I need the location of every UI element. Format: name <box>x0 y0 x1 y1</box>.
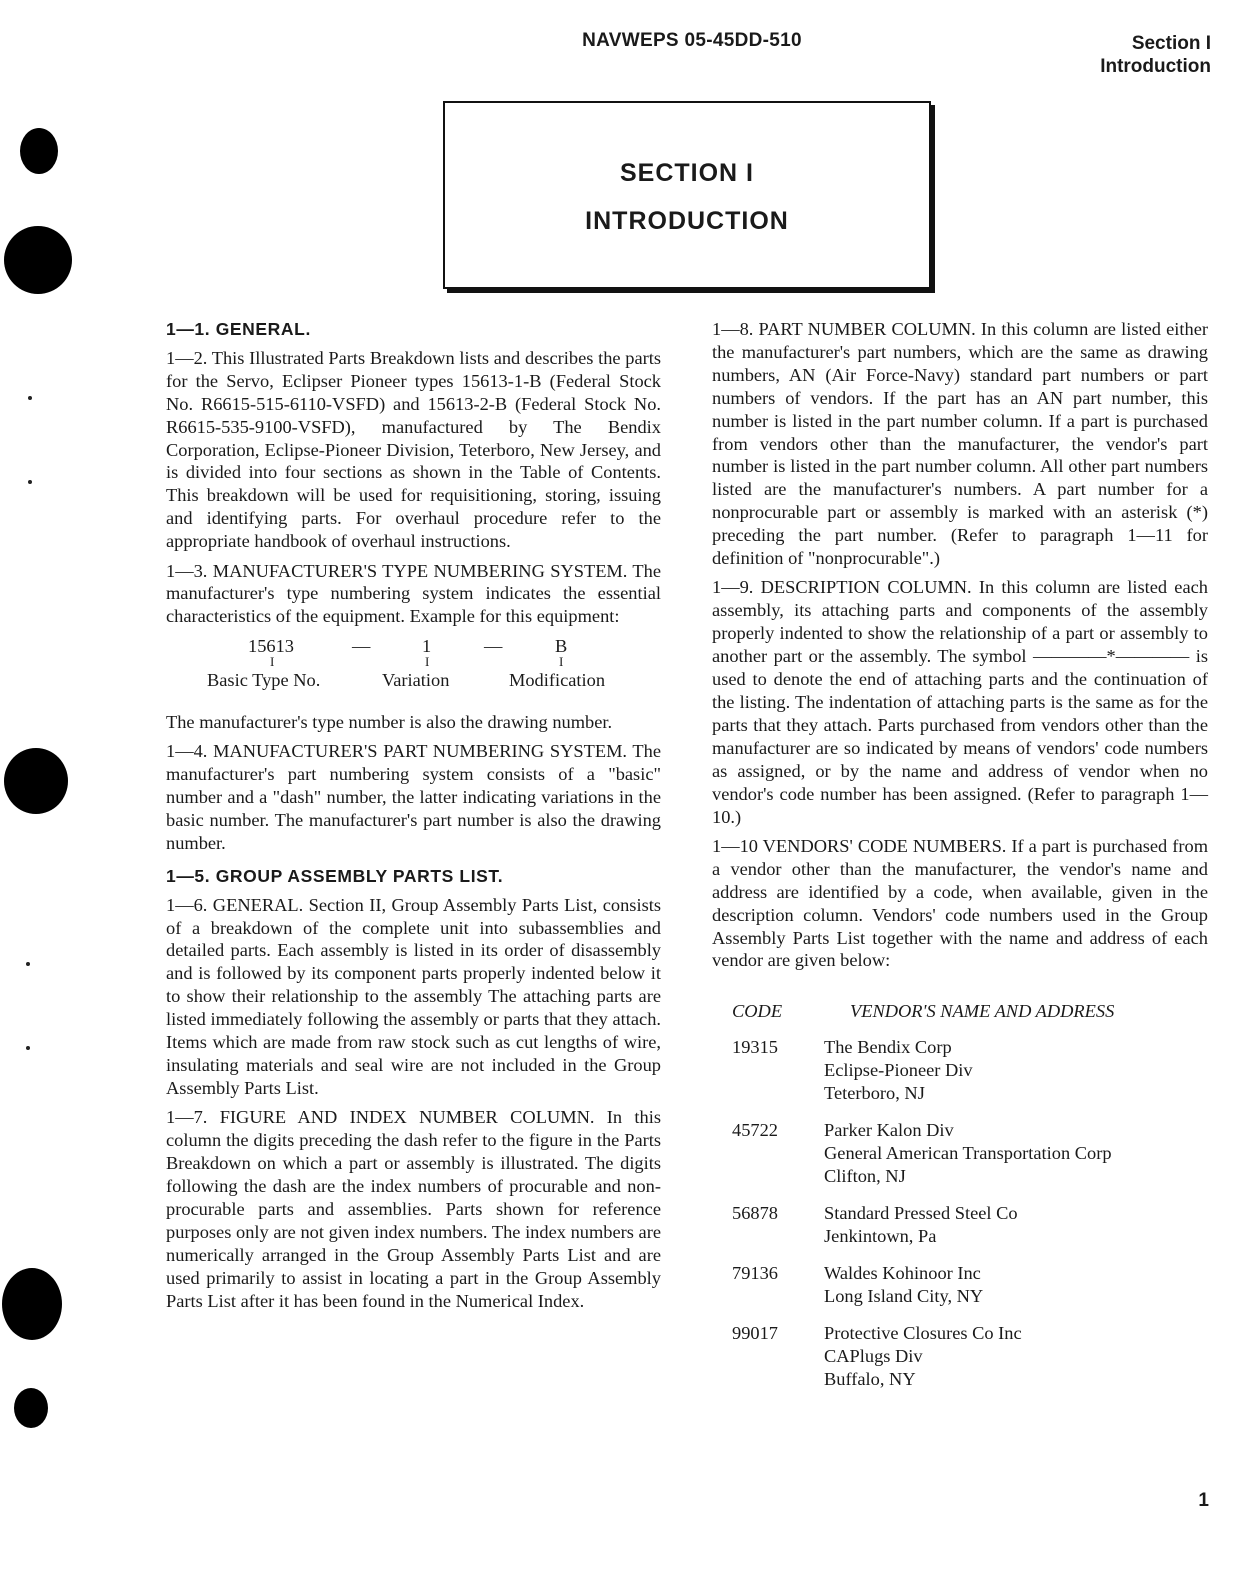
vendor-table <box>712 1000 1208 1391</box>
paragraph-1-6: 1—6. GENERAL. Section II, Group Assembly Parts List, consists of a breakdown of the complete unit into subassemblies and detailed parts. Each assembly is listed in its order of disassembly and is followed by its component parts properly indented below it to show their relationship to the assembly The attaching parts are listed immediately following the assembly or parts that they attach. Items which are made from raw stock such as cut lengths of wire, insulating materials and seal wire are not included in the Group Assembly Parts List. <box>166 894 661 1098</box>
vendor-name: Protective Closures Co Inc <box>824 1323 1022 1344</box>
heading-general: 1—1. GENERAL. <box>166 319 311 339</box>
paragraph-1-7: 1—7. FIGURE AND INDEX NUMBER COLUMN. In this column the digits preceding the dash refer to the figure in the Parts Breakdown on which a part or assembly is illustrated. The digits following the dash are the index numbers of procurable and non-procurable parts and assemblies. Parts shown for reference purposes only are not given index numbers. The index numbers are numerically arranged in the Group Assembly Parts List and are used primarily to assist in locating a part in the Group Assembly Parts List after it has been found in the Numerical Index. <box>166 1107 661 1311</box>
vendor-row <box>712 1036 1208 1105</box>
vendor-row <box>712 1202 1208 1248</box>
section-title: Introduction <box>1100 56 1211 77</box>
section-label: Section I <box>1131 33 1211 54</box>
example-basic: 15613 <box>248 635 294 656</box>
paragraph-1-4: 1—4. MANUFACTURER'S PART NUMBERING SYSTEM. The manufacturer's part numbering system consists of a "basic" number and a "dash" number, the latter indicating variations in the basic number. The manufacturer's part number is also the drawing number. <box>166 741 661 853</box>
example-modification: B <box>555 635 568 656</box>
paragraph-type-note: The manufacturer's type number is also the drawing number. <box>166 711 613 732</box>
example-tick: I <box>270 653 275 669</box>
vendor-name: Parker Kalon Div <box>824 1120 954 1141</box>
speck <box>26 1046 30 1050</box>
example-label-modification: Modification <box>509 669 606 690</box>
vendor-row <box>712 1322 1208 1391</box>
vendor-address: CAPlugs Div <box>824 1346 923 1367</box>
left-column <box>166 318 661 1319</box>
binder-hole <box>4 748 68 814</box>
vendor-row <box>712 1119 1208 1188</box>
vendor-code: 56878 <box>732 1203 778 1224</box>
example-variation: 1 <box>422 635 432 656</box>
vendor-name: Waldes Kohinoor Inc <box>824 1263 981 1284</box>
binder-hole <box>4 226 72 294</box>
vendor-address: General American Transportation Corp <box>824 1143 1112 1164</box>
vendor-code: 79136 <box>732 1263 778 1284</box>
binder-hole <box>20 128 58 174</box>
heading-group-assembly: 1—5. GROUP ASSEMBLY PARTS LIST. <box>166 865 504 886</box>
vendor-col-code: CODE <box>732 1001 783 1022</box>
vendor-address: Long Island City, NY <box>824 1286 984 1307</box>
example-label-basic: Basic Type No. <box>207 669 321 690</box>
speck <box>28 396 32 400</box>
title-box-line2: INTRODUCTION <box>585 207 789 235</box>
example-tick: I <box>425 653 430 669</box>
vendor-code: 99017 <box>732 1323 778 1344</box>
vendor-code: 45722 <box>732 1120 778 1141</box>
document-number: NAVWEPS 05-45DD-510 <box>582 30 802 51</box>
vendor-col-name: VENDOR'S NAME AND ADDRESS <box>850 1001 1115 1022</box>
paragraph-1-9: 1—9. DESCRIPTION COLUMN. In this column are listed each assembly, its attaching parts and components of the assembly properly indented to show the relationship of a part or assembly to another part or the assembly. The symbol ————*———— is used to denote the end of attaching parts and the continuation of the listing. The indentation of attaching parts is the same as for the parts that they attach. Parts purchased from vendors other than the manufacturer are so indicated by means of vendors' code numbers as assigned, or by the name and address of vendor when no vendor's code number has been assigned. (Refer to paragraph 1—10.) <box>712 577 1208 827</box>
vendor-address: Buffalo, NY <box>824 1369 916 1390</box>
example-dash: — <box>352 635 371 656</box>
vendor-name: The Bendix Corp <box>824 1037 952 1058</box>
vendor-address: Clifton, NJ <box>824 1166 906 1187</box>
section-header <box>1100 32 1211 78</box>
vendor-row <box>712 1262 1208 1308</box>
section-title-box <box>443 101 931 289</box>
type-number-example <box>166 635 661 707</box>
vendor-table-header <box>712 1000 1208 1036</box>
title-box-line1: SECTION I <box>619 159 754 187</box>
vendor-address: Eclipse-Pioneer Div <box>824 1060 973 1081</box>
right-column <box>712 318 1208 1405</box>
example-label-variation: Variation <box>382 669 450 690</box>
example-tick: I <box>559 653 564 669</box>
speck <box>28 480 32 484</box>
page-number: 1 <box>1198 1490 1209 1511</box>
vendor-name: Standard Pressed Steel Co <box>824 1203 1018 1224</box>
speck <box>26 962 30 966</box>
vendor-address: Jenkintown, Pa <box>824 1226 937 1247</box>
paragraph-1-2: 1—2. This Illustrated Parts Breakdown lists and describes the parts for the Servo, Eclipser Pioneer types 15613-1-B (Federal Stock No. R6615-515-6110-VSFD) and 15613-2-B (Federal Stock No. R6615-535-9100-VSFD), manufactured by The Bendix Corporation, Eclipse-Pioneer Division, Teterboro, New Jersey, and is divided into four sections as shown in the Table of Contents. This breakdown will be used for requisitioning, storing, issuing and identifying parts. For overhaul procedure refer to the appropriate handbook of overhaul instructions. <box>166 347 661 552</box>
paragraph-1-8: 1—8. PART NUMBER COLUMN. In this column are listed either the manufacturer's part numbers, which are the same as drawing numbers, AN (Air Force-Navy) standard part numbers or part numbers of vendors. If the part has an AN part number, this number is listed in the part number column. If a part is purchased from vendors other than the manufacturer, the vendor's part number is listed in the part number column. All other part numbers listed are the manufacturer's numbers. A part number for a nonprocurable part or assembly is marked with an asterisk (*) preceding the part number. (Refer to paragraph 1—11 for definition of "nonprocurable".) <box>712 319 1208 569</box>
paragraph-1-10: 1—10 VENDORS' CODE NUMBERS. If a part is purchased from a vendor other than the manufacturer, the vendor's name and address are identified by a code, when available, given in the description column. Vendors' code numbers used in the Group Assembly Parts List together with the name and address of each vendor are given below: <box>712 835 1208 971</box>
paragraph-1-3: 1—3. MANUFACTURER'S TYPE NUMBERING SYSTEM. The manufacturer's type numbering system indicates the essential characteristics of the equipment. Example for this equipment: <box>166 560 661 627</box>
vendor-address: Teterboro, NJ <box>824 1083 925 1104</box>
binder-hole <box>2 1268 62 1340</box>
binder-hole <box>14 1388 48 1428</box>
vendor-code: 19315 <box>732 1037 778 1058</box>
example-dash: — <box>484 635 503 656</box>
